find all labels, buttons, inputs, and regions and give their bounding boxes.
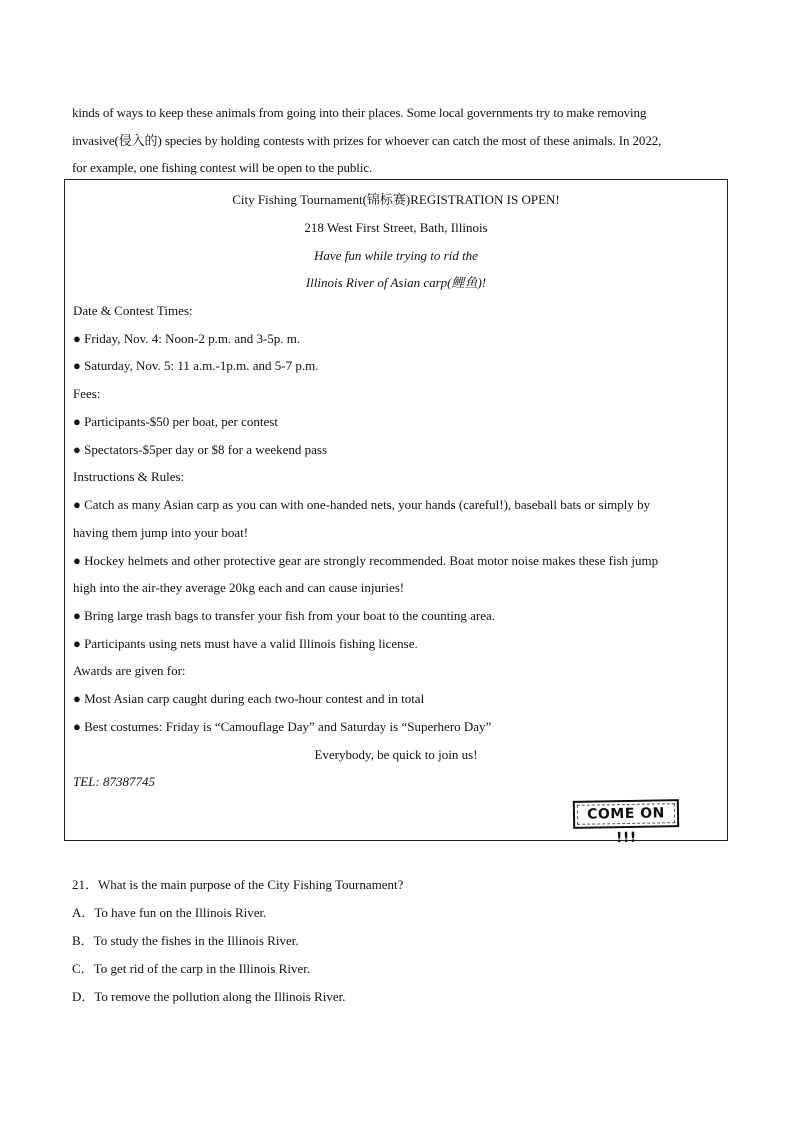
- date-heading: Date & Contest Times:: [73, 303, 193, 318]
- fees-item: ● Spectators-$5per day or $8 for a weekend pass: [73, 442, 328, 457]
- intro-line: kinds of ways to keep these animals from going into their places. Some local governments try to make removing: [72, 105, 647, 120]
- intro-line: invasive(侵入的) species by holding contests with prizes for whoever can catch the most of these animals. In 2022,: [72, 132, 662, 148]
- answer-option: B．To study the fishes in the Illinois River.: [72, 933, 299, 948]
- answer-option: D．To remove the pollution along the Illinois River.: [72, 989, 346, 1004]
- poster-title: City Fishing Tournament(锦标赛)REGISTRATION IS OPEN!: [232, 192, 560, 207]
- answer-option: A．To have fun on the Illinois River.: [72, 905, 267, 920]
- fees-heading: Fees:: [73, 386, 101, 401]
- intro-paragraph: [72, 99, 732, 182]
- poster-tagline: Illinois River of Asian carp(鲤鱼)!: [305, 275, 487, 290]
- rules-heading: Instructions & Rules:: [73, 469, 185, 484]
- rules-line: ● Hockey helmets and other protective gear are strongly recommended. Boat motor noise makes these fish jump: [73, 553, 659, 568]
- poster-tagline: Have fun while trying to rid the: [314, 248, 478, 263]
- awards-item: ● Best costumes: Friday is “Camouflage Day” and Saturday is “Superhero Day”: [73, 719, 492, 734]
- intro-line: for example, one fishing contest will be open to the public.: [72, 160, 373, 175]
- question-stem: 21．What is the main purpose of the City Fishing Tournament?: [72, 877, 404, 892]
- rules-line: ● Bring large trash bags to transfer your fish from your boat to the counting area.: [73, 608, 496, 623]
- rules-line: ● Participants using nets must have a valid Illinois fishing license.: [73, 636, 418, 651]
- rules-line: ● Catch as many Asian carp as you can with one-handed nets, your hands (careful!), baseball bats or simply by: [73, 497, 651, 512]
- closing-text: Everybody, be quick to join us!: [314, 747, 478, 762]
- poster-box: [64, 179, 728, 847]
- date-item: ● Friday, Nov. 4: Noon-2 p.m. and 3-5p. m.: [73, 331, 301, 346]
- fees-item: ● Participants-$50 per boat, per contest: [73, 414, 278, 429]
- poster-address: 218 West First Street, Bath, Illinois: [304, 220, 488, 235]
- awards-heading: Awards are given for:: [73, 663, 186, 678]
- come-on-stamp: COME ON !!!: [573, 799, 679, 829]
- answer-option: C．To get rid of the carp in the Illinois River.: [72, 961, 311, 976]
- question-block: [72, 874, 732, 1014]
- tel-number: TEL: 87387745: [73, 774, 155, 789]
- rules-line: high into the air-they average 20kg each and can cause injuries!: [73, 580, 405, 595]
- date-item: ● Saturday, Nov. 5: 11 a.m.-1p.m. and 5-7 p.m.: [73, 358, 319, 373]
- awards-item: ● Most Asian carp caught during each two-hour contest and in total: [73, 691, 425, 706]
- rules-line: having them jump into your boat!: [73, 525, 249, 540]
